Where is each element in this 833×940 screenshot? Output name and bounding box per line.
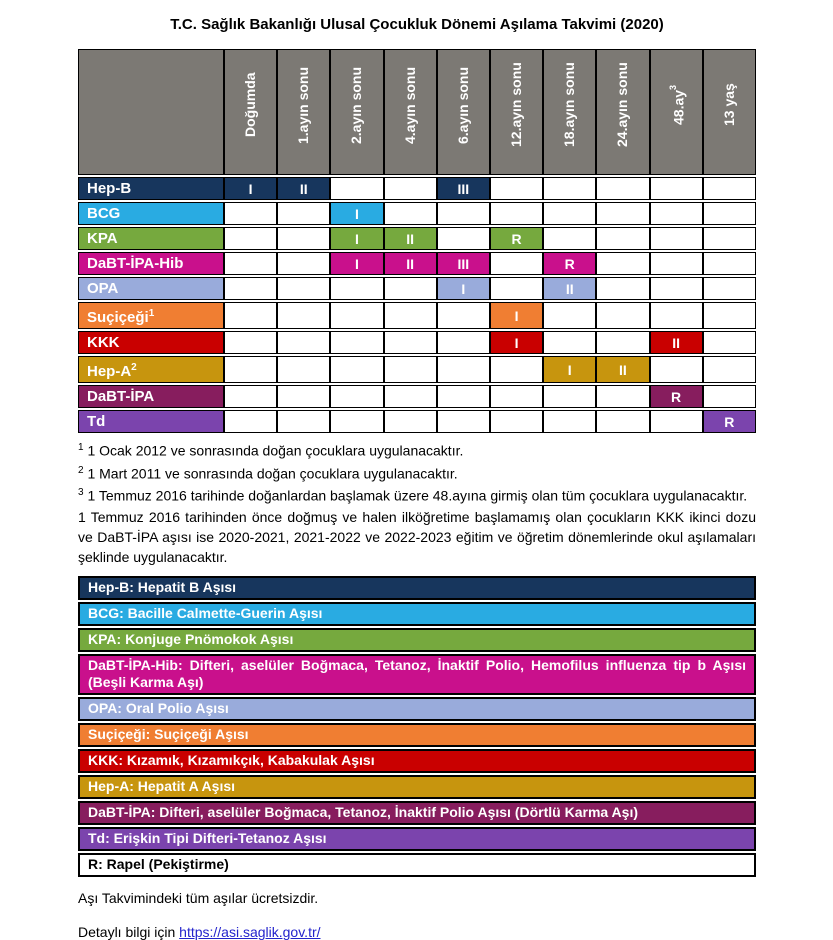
empty-cell <box>277 302 330 329</box>
empty-cell <box>490 356 543 383</box>
empty-cell <box>330 177 383 200</box>
column-header-13-ya- <box>703 49 756 175</box>
empty-cell <box>543 302 596 329</box>
empty-cell <box>277 277 330 300</box>
empty-cell <box>490 252 543 275</box>
empty-cell <box>650 410 703 433</box>
dose-cell: I <box>224 177 277 200</box>
footnote: $^2$ 1 Mart 2011 ve sonrasında doğan çocuklara uygulanacaktır. <box>78 464 458 482</box>
empty-cell <box>650 356 703 383</box>
empty-cell <box>224 356 277 383</box>
empty-cell <box>224 331 277 354</box>
dose-cell: I <box>543 356 596 383</box>
legend <box>78 576 756 877</box>
empty-cell <box>650 277 703 300</box>
empty-cell <box>277 227 330 250</box>
empty-cell <box>490 277 543 300</box>
column-header-label: 24.ayın sonu <box>614 62 631 148</box>
empty-cell <box>384 331 437 354</box>
empty-cell <box>224 227 277 250</box>
vaccine-row <box>78 202 756 225</box>
dose-cell: R <box>543 252 596 275</box>
empty-cell <box>703 227 756 250</box>
vaccine-row <box>78 410 756 433</box>
empty-cell <box>277 331 330 354</box>
legend-item: Hep-B: Hepatit B Aşısı <box>78 576 756 600</box>
vaccine-label: KKK <box>78 331 224 354</box>
empty-cell <box>384 356 437 383</box>
dose-cell: R <box>490 227 543 250</box>
empty-cell <box>437 331 490 354</box>
vaccine-row <box>78 385 756 408</box>
empty-cell <box>330 302 383 329</box>
vaccine-label: BCG <box>78 202 224 225</box>
dose-cell: III <box>437 177 490 200</box>
legend-item: Hep-A: Hepatit A Aşısı <box>78 775 756 799</box>
empty-cell <box>277 410 330 433</box>
footnotes <box>78 438 756 506</box>
empty-cell <box>703 302 756 329</box>
column-header-label: 1.ayın sonu <box>295 66 312 144</box>
dose-cell: II <box>384 252 437 275</box>
empty-cell <box>703 356 756 383</box>
column-header-6-ay-n-sonu <box>437 49 490 175</box>
empty-cell <box>384 385 437 408</box>
empty-cell <box>596 277 649 300</box>
dose-cell: R <box>703 410 756 433</box>
empty-cell <box>650 177 703 200</box>
empty-cell <box>543 177 596 200</box>
vaccine-row <box>78 277 756 300</box>
empty-cell <box>224 277 277 300</box>
dose-cell: I <box>330 202 383 225</box>
vaccine-row <box>78 302 756 329</box>
saglik-gov-link[interactable]: https://asi.saglik.gov.tr/ <box>179 923 321 940</box>
free-vaccines-note: Aşı Takvimindeki tüm aşılar ücretsizdir. <box>78 889 319 906</box>
empty-cell <box>543 331 596 354</box>
empty-cell <box>384 202 437 225</box>
legend-item: OPA: Oral Polio Aşısı <box>78 697 756 721</box>
legend-item: Suçiçeği: Suçiçeği Aşısı <box>78 723 756 747</box>
column-header-label: 4.ayın sonu <box>401 66 418 144</box>
empty-cell <box>330 385 383 408</box>
empty-cell <box>490 177 543 200</box>
dose-cell: I <box>490 302 543 329</box>
column-header-label: 18.ayın sonu <box>561 62 578 148</box>
column-header-18-ay-n-sonu <box>543 49 596 175</box>
legend-item: KKK: Kızamık, Kızamıkçık, Kabakulak Aşısı <box>78 749 756 773</box>
info-prefix: Detaylı bilgi için <box>78 923 180 940</box>
dose-cell: III <box>437 252 490 275</box>
column-header-4-ay-n-sonu <box>384 49 437 175</box>
vaccine-row <box>78 331 756 354</box>
schedule-header-row <box>78 49 756 175</box>
column-header-label: 2.ayın sonu <box>348 66 365 144</box>
vaccine-row <box>78 177 756 200</box>
empty-cell <box>703 177 756 200</box>
empty-cell <box>224 252 277 275</box>
dose-cell: II <box>596 356 649 383</box>
empty-cell <box>330 277 383 300</box>
legend-item: DaBT-İPA-Hib: Difteri, aselüler Boğmaca, Tetanoz, İnaktif Polio, Hemofilus influenza tip b Aşısı (Beşli Karma Aşı) <box>78 654 756 695</box>
empty-cell <box>437 227 490 250</box>
empty-cell <box>543 410 596 433</box>
empty-cell <box>543 385 596 408</box>
vaccine-label: Td <box>78 410 224 433</box>
empty-cell <box>650 202 703 225</box>
empty-cell <box>224 202 277 225</box>
vaccination-schedule-table <box>78 47 756 435</box>
column-header-label: 12.ayın sonu <box>508 62 525 148</box>
vaccine-label: KPA <box>78 227 224 250</box>
empty-cell <box>703 385 756 408</box>
column-header-24-ay-n-sonu <box>596 49 649 175</box>
empty-cell <box>543 202 596 225</box>
vaccine-label: Hep-$A^2$ <box>78 356 224 383</box>
footnote: $^3$ 1 Temmuz 2016 tarihinde doğanlardan başlamak üzere 48.ayına girmiş olan tüm çocuklara uygulanacaktır. <box>78 487 748 504</box>
column-header-1-ay-n-sonu <box>277 49 330 175</box>
vaccine-label: DaBT-İPA <box>78 385 224 408</box>
column-header-2-ay-n-sonu <box>330 49 383 175</box>
empty-cell <box>596 252 649 275</box>
vaccine-row <box>78 252 756 275</box>
legend-item: KPA: Konjuge Pnömokok Aşısı <box>78 628 756 652</box>
schedule-corner-cell <box>78 49 224 175</box>
empty-cell <box>277 385 330 408</box>
dose-cell: I <box>437 277 490 300</box>
empty-cell <box>437 202 490 225</box>
vaccine-label: OPA <box>78 277 224 300</box>
dose-cell: R <box>650 385 703 408</box>
column-header-label: 6.ayın sonu <box>454 66 471 144</box>
column-header-label: $48.ay^3$ <box>667 84 687 126</box>
dose-cell: II <box>543 277 596 300</box>
vaccine-label: DaBT-İPA-Hib <box>78 252 224 275</box>
empty-cell <box>650 252 703 275</box>
dose-cell: I <box>330 227 383 250</box>
empty-cell <box>330 410 383 433</box>
empty-cell <box>384 302 437 329</box>
column-header-48-ay <box>650 49 703 175</box>
legend-item: DaBT-İPA: Difteri, aselüler Boğmaca, Tetanoz, İnaktif Polio Aşısı (Dörtlü Karma Aşı) <box>78 801 756 825</box>
empty-cell <box>277 252 330 275</box>
info-line <box>78 924 756 940</box>
empty-cell <box>703 277 756 300</box>
empty-cell <box>596 202 649 225</box>
column-header-do-umda <box>224 49 277 175</box>
column-header-label: Doğumda <box>242 72 259 138</box>
empty-cell <box>596 302 649 329</box>
empty-cell <box>703 252 756 275</box>
empty-cell <box>437 356 490 383</box>
empty-cell <box>650 227 703 250</box>
empty-cell <box>330 331 383 354</box>
empty-cell <box>277 356 330 383</box>
dose-cell: II <box>277 177 330 200</box>
empty-cell <box>596 385 649 408</box>
empty-cell <box>596 227 649 250</box>
page-title: T.C. Sağlık Bakanlığı Ulusal Çocukluk Dönemi Aşılama Takvimi (2020) <box>170 16 664 33</box>
legend-item: R: Rapel (Pekiştirme) <box>78 853 756 877</box>
legend-item: Td: Erişkin Tipi Difteri-Tetanoz Aşısı <box>78 827 756 851</box>
empty-cell <box>596 410 649 433</box>
empty-cell <box>596 177 649 200</box>
empty-cell <box>224 410 277 433</box>
empty-cell <box>490 385 543 408</box>
school-vaccination-note: 1 Temmuz 2016 tarihinden önce doğmuş ve halen ilköğretime başlamamış olan çocukların KKK ikinci dozu ve DaBT-İPA aşısı ise 2020-2021, 2021-2022 ve 2022-2023 eğitim ve öğretim dönemlerinde okul aşılamaları şeklinde uygulanacaktır. <box>78 508 756 565</box>
vaccine-row <box>78 227 756 250</box>
empty-cell <box>543 227 596 250</box>
empty-cell <box>384 410 437 433</box>
legend-item: BCG: Bacille Calmette-Guerin Aşısı <box>78 602 756 626</box>
empty-cell <box>703 202 756 225</box>
empty-cell <box>490 410 543 433</box>
empty-cell <box>703 331 756 354</box>
empty-cell <box>224 385 277 408</box>
vaccine-row <box>78 356 756 383</box>
dose-cell: I <box>490 331 543 354</box>
empty-cell <box>437 410 490 433</box>
column-header-12-ay-n-sonu <box>490 49 543 175</box>
empty-cell <box>596 331 649 354</box>
empty-cell <box>224 302 277 329</box>
empty-cell <box>490 202 543 225</box>
vaccine-label: Hep-B <box>78 177 224 200</box>
column-header-label: 13 yaş <box>720 83 737 127</box>
empty-cell <box>384 277 437 300</box>
dose-cell: II <box>650 331 703 354</box>
empty-cell <box>384 177 437 200</box>
empty-cell <box>277 202 330 225</box>
vaccine-label: Suçiçeği$^1$ <box>78 302 224 329</box>
empty-cell <box>437 385 490 408</box>
dose-cell: I <box>330 252 383 275</box>
footnote: $^1$ 1 Ocak 2012 ve sonrasında doğan çocuklara uygulanacaktır. <box>78 442 464 459</box>
dose-cell: II <box>384 227 437 250</box>
empty-cell <box>437 302 490 329</box>
empty-cell <box>330 356 383 383</box>
empty-cell <box>650 302 703 329</box>
